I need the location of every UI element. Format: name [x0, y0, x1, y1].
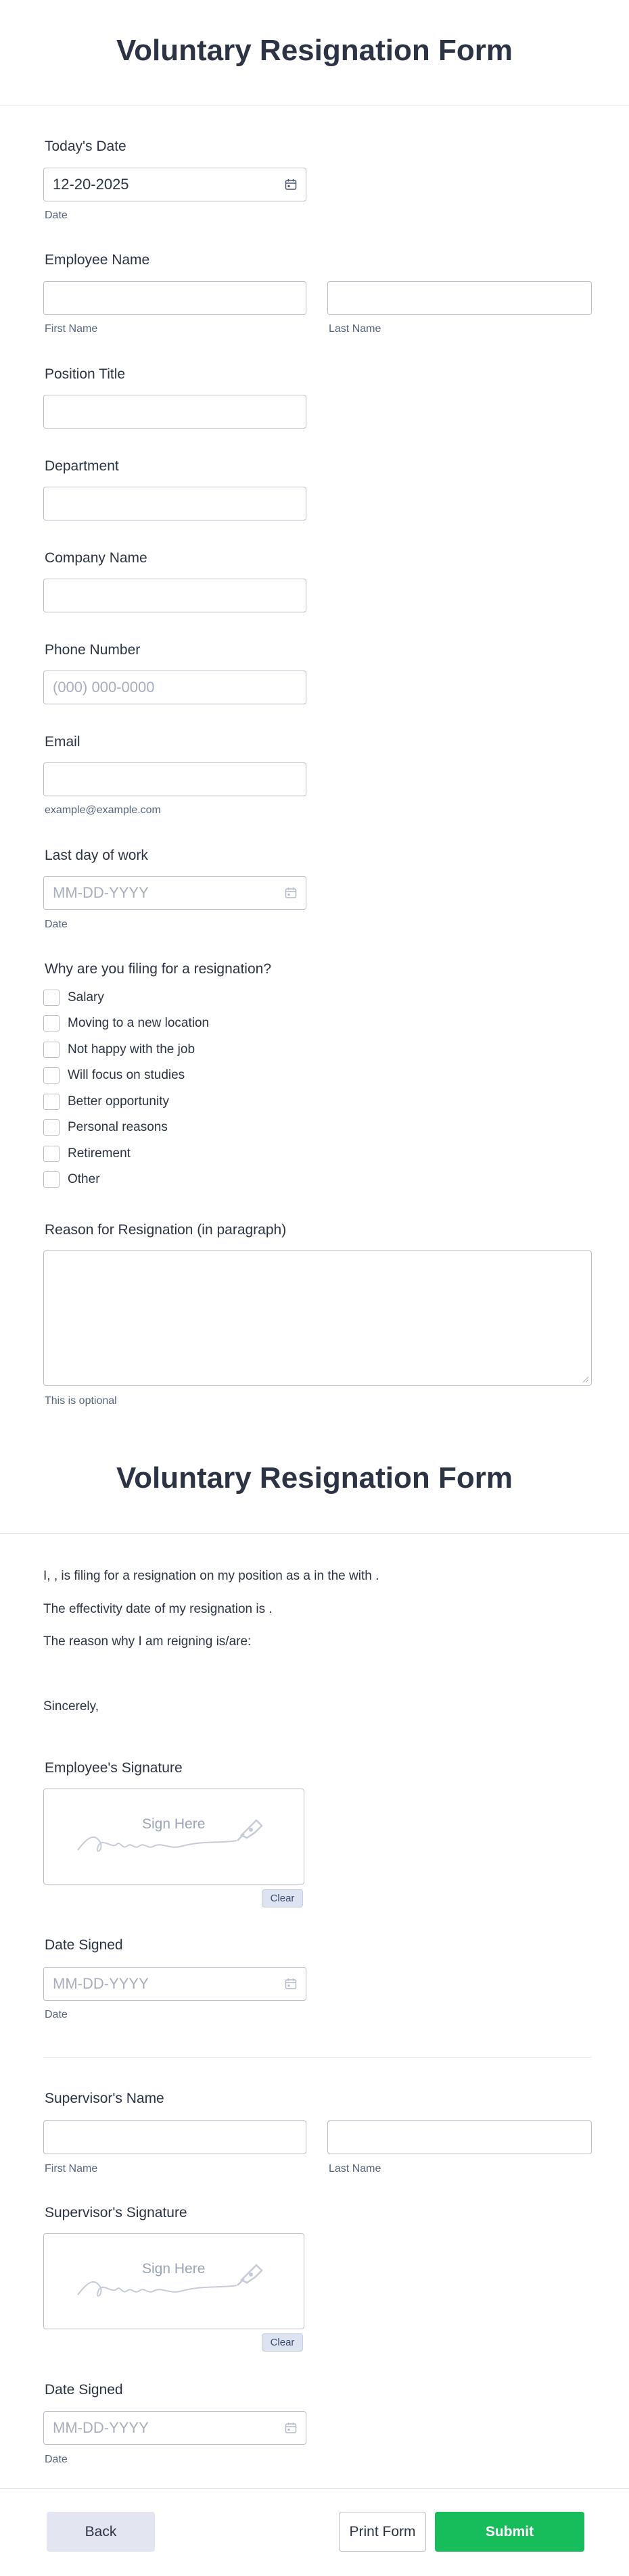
calendar-icon[interactable]: [285, 2422, 297, 2434]
reason-option[interactable]: [43, 1093, 169, 1111]
checkbox[interactable]: [43, 1042, 60, 1058]
reason-option-label: Personal reasons: [68, 1120, 168, 1134]
first-name-sublabel: First Name: [45, 2163, 98, 2174]
supervisor-first-name-input[interactable]: [43, 2120, 306, 2154]
form-title-2: Voluntary Resignation Form: [116, 1461, 513, 1494]
reason-option-label: Moving to a new location: [68, 1016, 210, 1030]
phone-input[interactable]: [43, 671, 306, 704]
todays-date-label: Today's Date: [45, 139, 126, 154]
department-input[interactable]: [43, 487, 306, 520]
last-day-placeholder: MM-DD-YYYY: [53, 884, 149, 901]
email-input[interactable]: [43, 762, 306, 796]
email-label: Email: [45, 734, 80, 750]
checkbox[interactable]: [43, 1146, 60, 1162]
reason-option[interactable]: [43, 1145, 131, 1163]
first-name-sublabel: First Name: [45, 323, 98, 335]
pen-nib-icon: [236, 1815, 266, 1842]
supervisor-last-name-input[interactable]: [327, 2120, 592, 2154]
date-signed-sublabel: Date: [45, 2009, 68, 2020]
phone-label: Phone Number: [45, 642, 141, 658]
submit-button[interactable]: Submit: [435, 2512, 584, 2552]
supervisor-signature-pad[interactable]: [43, 2233, 304, 2329]
reason-paragraph-sublabel: This is optional: [45, 1395, 117, 1407]
todays-date-sublabel: Date: [45, 210, 68, 221]
checkbox[interactable]: [43, 1119, 60, 1136]
todays-date-value: 12-20-2025: [53, 176, 129, 193]
calendar-icon[interactable]: [285, 178, 297, 191]
position-title-label: Position Title: [45, 366, 126, 382]
department-label: Department: [45, 458, 119, 474]
last-day-label: Last day of work: [45, 848, 148, 863]
checkbox[interactable]: [43, 1171, 60, 1188]
reason-option-label: Retirement: [68, 1146, 131, 1161]
calendar-icon[interactable]: [285, 887, 297, 899]
reason-option[interactable]: [43, 1015, 209, 1032]
reason-option-label: Salary: [68, 990, 104, 1004]
employee-name-label: Employee Name: [45, 252, 150, 268]
todays-date-input[interactable]: [43, 168, 306, 201]
reason-option[interactable]: [43, 989, 104, 1006]
checkbox[interactable]: [43, 990, 60, 1006]
checkbox[interactable]: [43, 1094, 60, 1110]
supervisor-name-label: Supervisor's Name: [45, 2091, 164, 2106]
letter-closing: Sincerely,: [43, 1699, 99, 1714]
header-divider-2: [0, 1533, 629, 1534]
checkbox[interactable]: [43, 1015, 60, 1031]
clear-signature-button[interactable]: Clear: [262, 1889, 303, 1907]
reasons-label: Why are you filing for a resignation?: [45, 961, 272, 977]
reason-option-label: Not happy with the job: [68, 1042, 195, 1056]
date-signed-label: Date Signed: [45, 1937, 123, 1953]
employee-first-name-input[interactable]: [43, 281, 306, 315]
last-name-sublabel: Last Name: [329, 323, 381, 335]
reason-option-label: Will focus on studies: [68, 1068, 185, 1082]
position-title-input[interactable]: [43, 395, 306, 429]
reason-option[interactable]: [43, 1041, 195, 1059]
date-signed-placeholder: MM-DD-YYYY: [53, 2419, 149, 2436]
last-name-sublabel: Last Name: [329, 2163, 381, 2174]
phone-placeholder: (000) 000-0000: [53, 679, 155, 696]
calendar-icon[interactable]: [285, 1978, 297, 1990]
company-name-input[interactable]: [43, 579, 306, 612]
employee-signature-pad[interactable]: [43, 1789, 304, 1885]
email-sublabel: example@example.com: [45, 804, 161, 816]
clear-signature-button[interactable]: Clear: [262, 2333, 303, 2352]
date-signed-input-2[interactable]: [43, 2411, 306, 2445]
letter-line-3: The reason why I am reigning is/are:: [43, 1634, 252, 1649]
date-signed-input[interactable]: [43, 1967, 306, 2001]
supervisor-signature-label: Supervisor's Signature: [45, 2205, 187, 2220]
form-title: Voluntary Resignation Form: [116, 34, 513, 67]
resize-handle-icon[interactable]: [582, 1376, 589, 1383]
letter-line-2: The effectivity date of my resignation is .: [43, 1602, 273, 1616]
reason-option[interactable]: [43, 1171, 100, 1188]
date-signed-placeholder: MM-DD-YYYY: [53, 1975, 149, 1992]
date-signed-label-2: Date Signed: [45, 2382, 123, 2398]
reason-paragraph-textarea[interactable]: [43, 1250, 592, 1386]
signature-placeholder: Sign Here: [142, 1816, 206, 1832]
reason-option[interactable]: [43, 1119, 168, 1136]
employee-last-name-input[interactable]: [327, 281, 592, 315]
checkbox[interactable]: [43, 1067, 60, 1084]
back-button[interactable]: Back: [47, 2512, 155, 2552]
last-day-input[interactable]: [43, 876, 306, 910]
section-divider: [43, 2057, 591, 2058]
letter-line-1: I, , is filing for a resignation on my position as a in the with .: [43, 1569, 379, 1583]
reason-option-label: Better opportunity: [68, 1094, 169, 1109]
employee-signature-label: Employee's Signature: [45, 1760, 183, 1776]
reason-option[interactable]: [43, 1067, 185, 1084]
reason-paragraph-label: Reason for Resignation (in paragraph): [45, 1222, 287, 1238]
date-signed-sublabel-2: Date: [45, 2454, 68, 2465]
company-name-label: Company Name: [45, 550, 147, 566]
pen-nib-icon: [236, 2260, 266, 2287]
print-form-button[interactable]: Print Form: [339, 2512, 426, 2552]
reason-option-label: Other: [68, 1172, 100, 1186]
last-day-sublabel: Date: [45, 919, 68, 930]
signature-placeholder: Sign Here: [142, 2261, 206, 2277]
